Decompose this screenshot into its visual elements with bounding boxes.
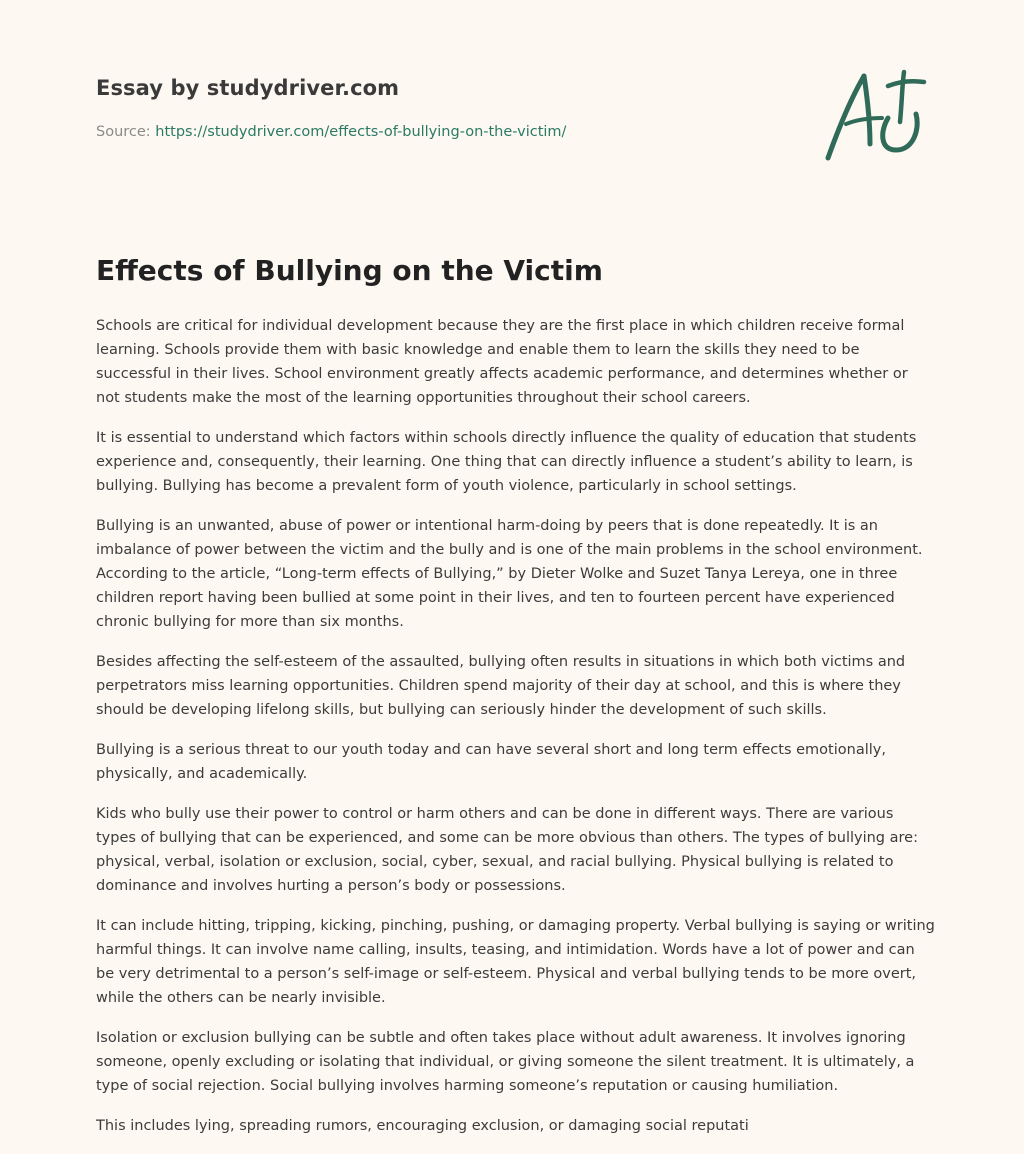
essay-paragraph: It can include hitting, tripping, kicking, pinching, pushing, or damaging property. Verbal bullying is saying or writing harmful things. It can involve name calling, insults, teasing, and intimidation. Words have a lot of power and can be very detrimental to a person’s self-image or self-esteem. Physical and verbal bullying tends to be more overt, while the others can be nearly invisible. bbox=[96, 918, 935, 1006]
essay-paragraph: Schools are critical for individual development because they are the first place in which children receive formal learning. Schools provide them with basic knowledge and enable them to learn the skills they need to be successful in their lives. School environment greatly affects academic performance, and determines whether or not students make the most of the learning opportunities throughout their school careers. bbox=[96, 318, 908, 406]
essay-header bbox=[96, 0, 928, 200]
a-plus-logo bbox=[824, 66, 928, 166]
essay-paragraph: Besides affecting the self-esteem of the assaulted, bullying often results in situations in which both victims and perpetrators miss learning opportunities. Children spend majority of their day at school, and this is where they should be developing lifelong skills, but bullying can seriously hinder the development of such skills. bbox=[96, 654, 906, 718]
essay-paragraph: Bullying is an unwanted, abuse of power or intentional harm-doing by peers that is done repeatedly. It is an imbalance of power between the victim and the bully and is one of the main problems in the school environment. According to the article, “Long-term effects of Bullying,” by Dieter Wolke and Suzet Tanya Lereya, one in three children report having been bullied at some point in their lives, and ten to fourteen percent have experienced chronic bullying for more than six months. bbox=[96, 518, 923, 630]
source-link[interactable]: https://studydriver.com/effects-of-bullying-on-the-victim/ bbox=[155, 124, 567, 140]
brand-title: Essay by studydriver.com bbox=[96, 76, 400, 100]
essay-title: Effects of Bullying on the Victim bbox=[96, 254, 603, 287]
a-plus-logo-icon bbox=[824, 66, 928, 166]
source-line bbox=[96, 124, 566, 140]
essay-paragraph: Bullying is a serious threat to our youth today and can have several short and long term effects emotionally, physically, and academically. bbox=[96, 742, 886, 782]
essay-body bbox=[96, 314, 936, 1154]
essay-paragraph: This includes lying, spreading rumors, encouraging exclusion, or damaging social reputati bbox=[96, 1118, 749, 1134]
essay-paragraph: Isolation or exclusion bullying can be subtle and often takes place without adult awareness. It involves ignoring someone, openly excluding or isolating that individual, or giving someone the silent treatment. It is ultimately, a type of social rejection. Social bullying involves harming someone’s reputation or causing humiliation. bbox=[96, 1030, 915, 1094]
source-label: Source: bbox=[96, 124, 151, 140]
essay-paragraph: It is essential to understand which factors within schools directly influence the quality of education that students experience and, consequently, their learning. One thing that can directly influence a student’s ability to learn, is bullying. Bullying has become a prevalent form of youth violence, particularly in school settings. bbox=[96, 430, 917, 494]
essay-paragraph: Kids who bully use their power to control or harm others and can be done in different ways. There are various types of bullying that can be experienced, and some can be more obvious than others. The types of bullying are: physical, verbal, isolation or exclusion, social, cyber, sexual, and racial bullying. Physical bullying is related to dominance and involves hurting a person’s body or possessions. bbox=[96, 806, 918, 894]
